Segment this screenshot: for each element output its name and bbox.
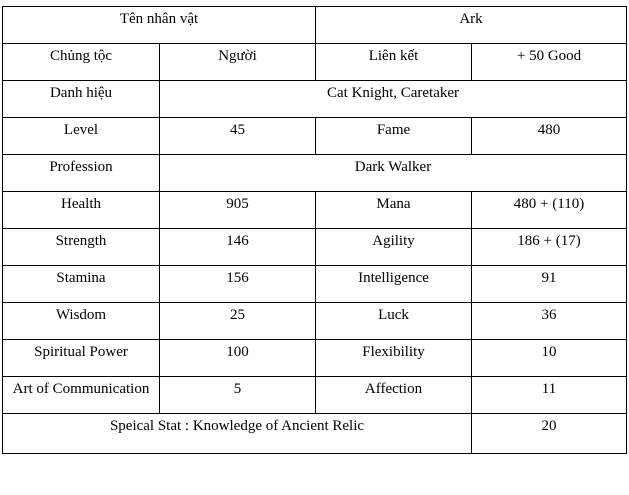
value-alignment: + 50 Good [472,44,627,81]
value-profession: Dark Walker [160,155,627,192]
row-communication-affection [3,377,627,414]
value-mana: 480 + (110) [472,192,627,229]
row-title [3,81,627,118]
value-agility: 186 + (17) [472,229,627,266]
value-health: 905 [160,192,316,229]
row-wisdom-luck [3,303,627,340]
row-character-name [3,7,627,44]
row-strength-agility [3,229,627,266]
value-special-stat: 20 [472,414,627,454]
row-level-fame [3,118,627,155]
row-spiritual-flexibility [3,340,627,377]
label-profession: Profession [3,155,160,192]
value-luck: 36 [472,303,627,340]
row-health-mana [3,192,627,229]
row-profession [3,155,627,192]
label-race: Chủng tộc [3,44,160,81]
character-stats-table [2,6,627,454]
label-character-name: Tên nhân vật [3,7,316,44]
row-race-alignment [3,44,627,81]
label-stamina: Stamina [3,266,160,303]
label-special-stat: Speical Stat : Knowledge of Ancient Relic [3,414,472,454]
row-special-stat [3,414,627,454]
value-wisdom: 25 [160,303,316,340]
value-level: 45 [160,118,316,155]
label-mana: Mana [316,192,472,229]
value-fame: 480 [472,118,627,155]
label-fame: Fame [316,118,472,155]
label-affection: Affection [316,377,472,414]
label-title: Danh hiệu [3,81,160,118]
label-level: Level [3,118,160,155]
label-luck: Luck [316,303,472,340]
label-agility: Agility [316,229,472,266]
value-stamina: 156 [160,266,316,303]
label-strength: Strength [3,229,160,266]
label-alignment: Liên kết [316,44,472,81]
label-health: Health [3,192,160,229]
value-art-of-communication: 5 [160,377,316,414]
label-art-of-communication: Art of Communication [3,377,160,414]
label-intelligence: Intelligence [316,266,472,303]
label-spiritual-power: Spiritual Power [3,340,160,377]
label-flexibility: Flexibility [316,340,472,377]
label-wisdom: Wisdom [3,303,160,340]
value-spiritual-power: 100 [160,340,316,377]
value-race: Người [160,44,316,81]
value-title: Cat Knight, Caretaker [160,81,627,118]
value-affection: 11 [472,377,627,414]
value-strength: 146 [160,229,316,266]
value-flexibility: 10 [472,340,627,377]
value-intelligence: 91 [472,266,627,303]
row-stamina-intelligence [3,266,627,303]
value-character-name: Ark [316,7,627,44]
